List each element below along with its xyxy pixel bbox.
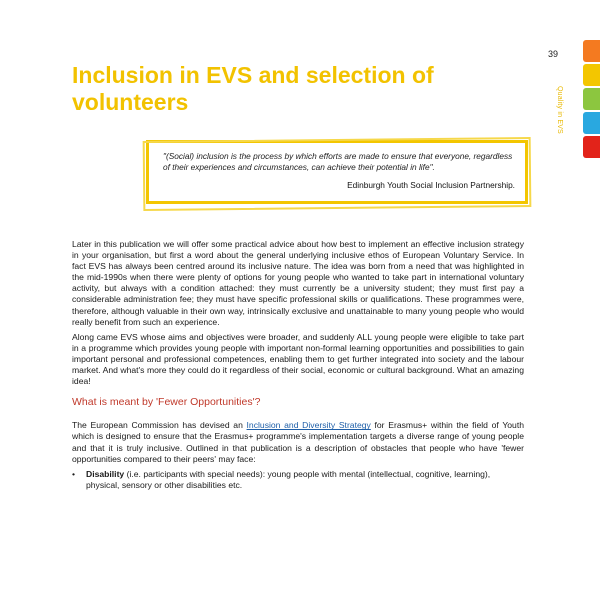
list-item-text — [86, 469, 524, 491]
side-caption: Quality in EVS — [556, 86, 563, 134]
section-heading: What is meant by 'Fewer Opportunities'? — [72, 396, 261, 409]
page-number: 39 — [548, 49, 559, 59]
inclusion-strategy-link[interactable]: Inclusion and Diversity Strategy — [246, 420, 371, 431]
page-title: Inclusion in EVS and selection of volunteers — [72, 62, 434, 115]
list-item-body: (i.e. participants with special needs): young people with mental (intellectual, cognitive, learning), physical, sensory or other disabilities etc. — [86, 468, 491, 490]
list-item-label: Disability — [86, 468, 125, 479]
list-item — [72, 469, 524, 491]
paragraph: Along came EVS whose aims and objectives were broader, and suddenly ALL young people were eligible to take part in a programme which provides young people with important non-formal learning opportunities and possibilities to gain important personal and professional competences, enabling them to get further integrated into society and the labour market. And what's more they could do it regardless of their social, economic or cultural background. What an amazing idea! — [72, 331, 524, 387]
chapter-tab[interactable] — [583, 112, 600, 134]
chapter-tab[interactable] — [583, 64, 600, 86]
body-text — [72, 239, 524, 491]
quote-source: Edinburgh Youth Social Inclusion Partnership. — [347, 180, 515, 190]
quote-text: "(Social) inclusion is the process by which efforts are made to ensure that everyone, regardless of their experiences and circumstances, can achieve their potential in life". — [163, 151, 513, 172]
quote-box — [146, 140, 528, 204]
chapter-tabs — [583, 40, 600, 160]
paragraph-text: for Erasmus+ within the field of Youth which is designed to ensure that the Erasmus+ programme's implementation targets a diverse range of young people and that it is truly inclusive. Outlined in that publication is a description of obstacles that people who have 'fewer opportunities compared to their peers' may face: — [72, 420, 524, 464]
paragraph — [72, 420, 524, 464]
chapter-tab[interactable] — [583, 136, 600, 158]
paragraph: Later in this publication we will offer some practical advice about how best to implement an effective inclusion strategy in your organisation, but first a word about the general underlying inclusive ethos of European Voluntary Service. In fact EVS has always been centred around its inclusive nature. The idea was born from a need that was highlighted in the mid-1990s when there were plenty of options for young people who wanted to take part in international voluntary activity, but always with a condition attached: they must currently be a university student; they must first pay a considerable administration fee; they must have specific professional skills or qualifications. These programmes were, therefore, although valuable in their own way, intrinsically exclusive and unattainable to many young people who would really benefit from such an experience. — [72, 239, 524, 327]
bullet-icon: • — [72, 468, 76, 479]
paragraph-text: The European Commission has devised an — [72, 420, 247, 431]
chapter-tab[interactable] — [583, 88, 600, 110]
chapter-tab[interactable] — [583, 40, 600, 62]
